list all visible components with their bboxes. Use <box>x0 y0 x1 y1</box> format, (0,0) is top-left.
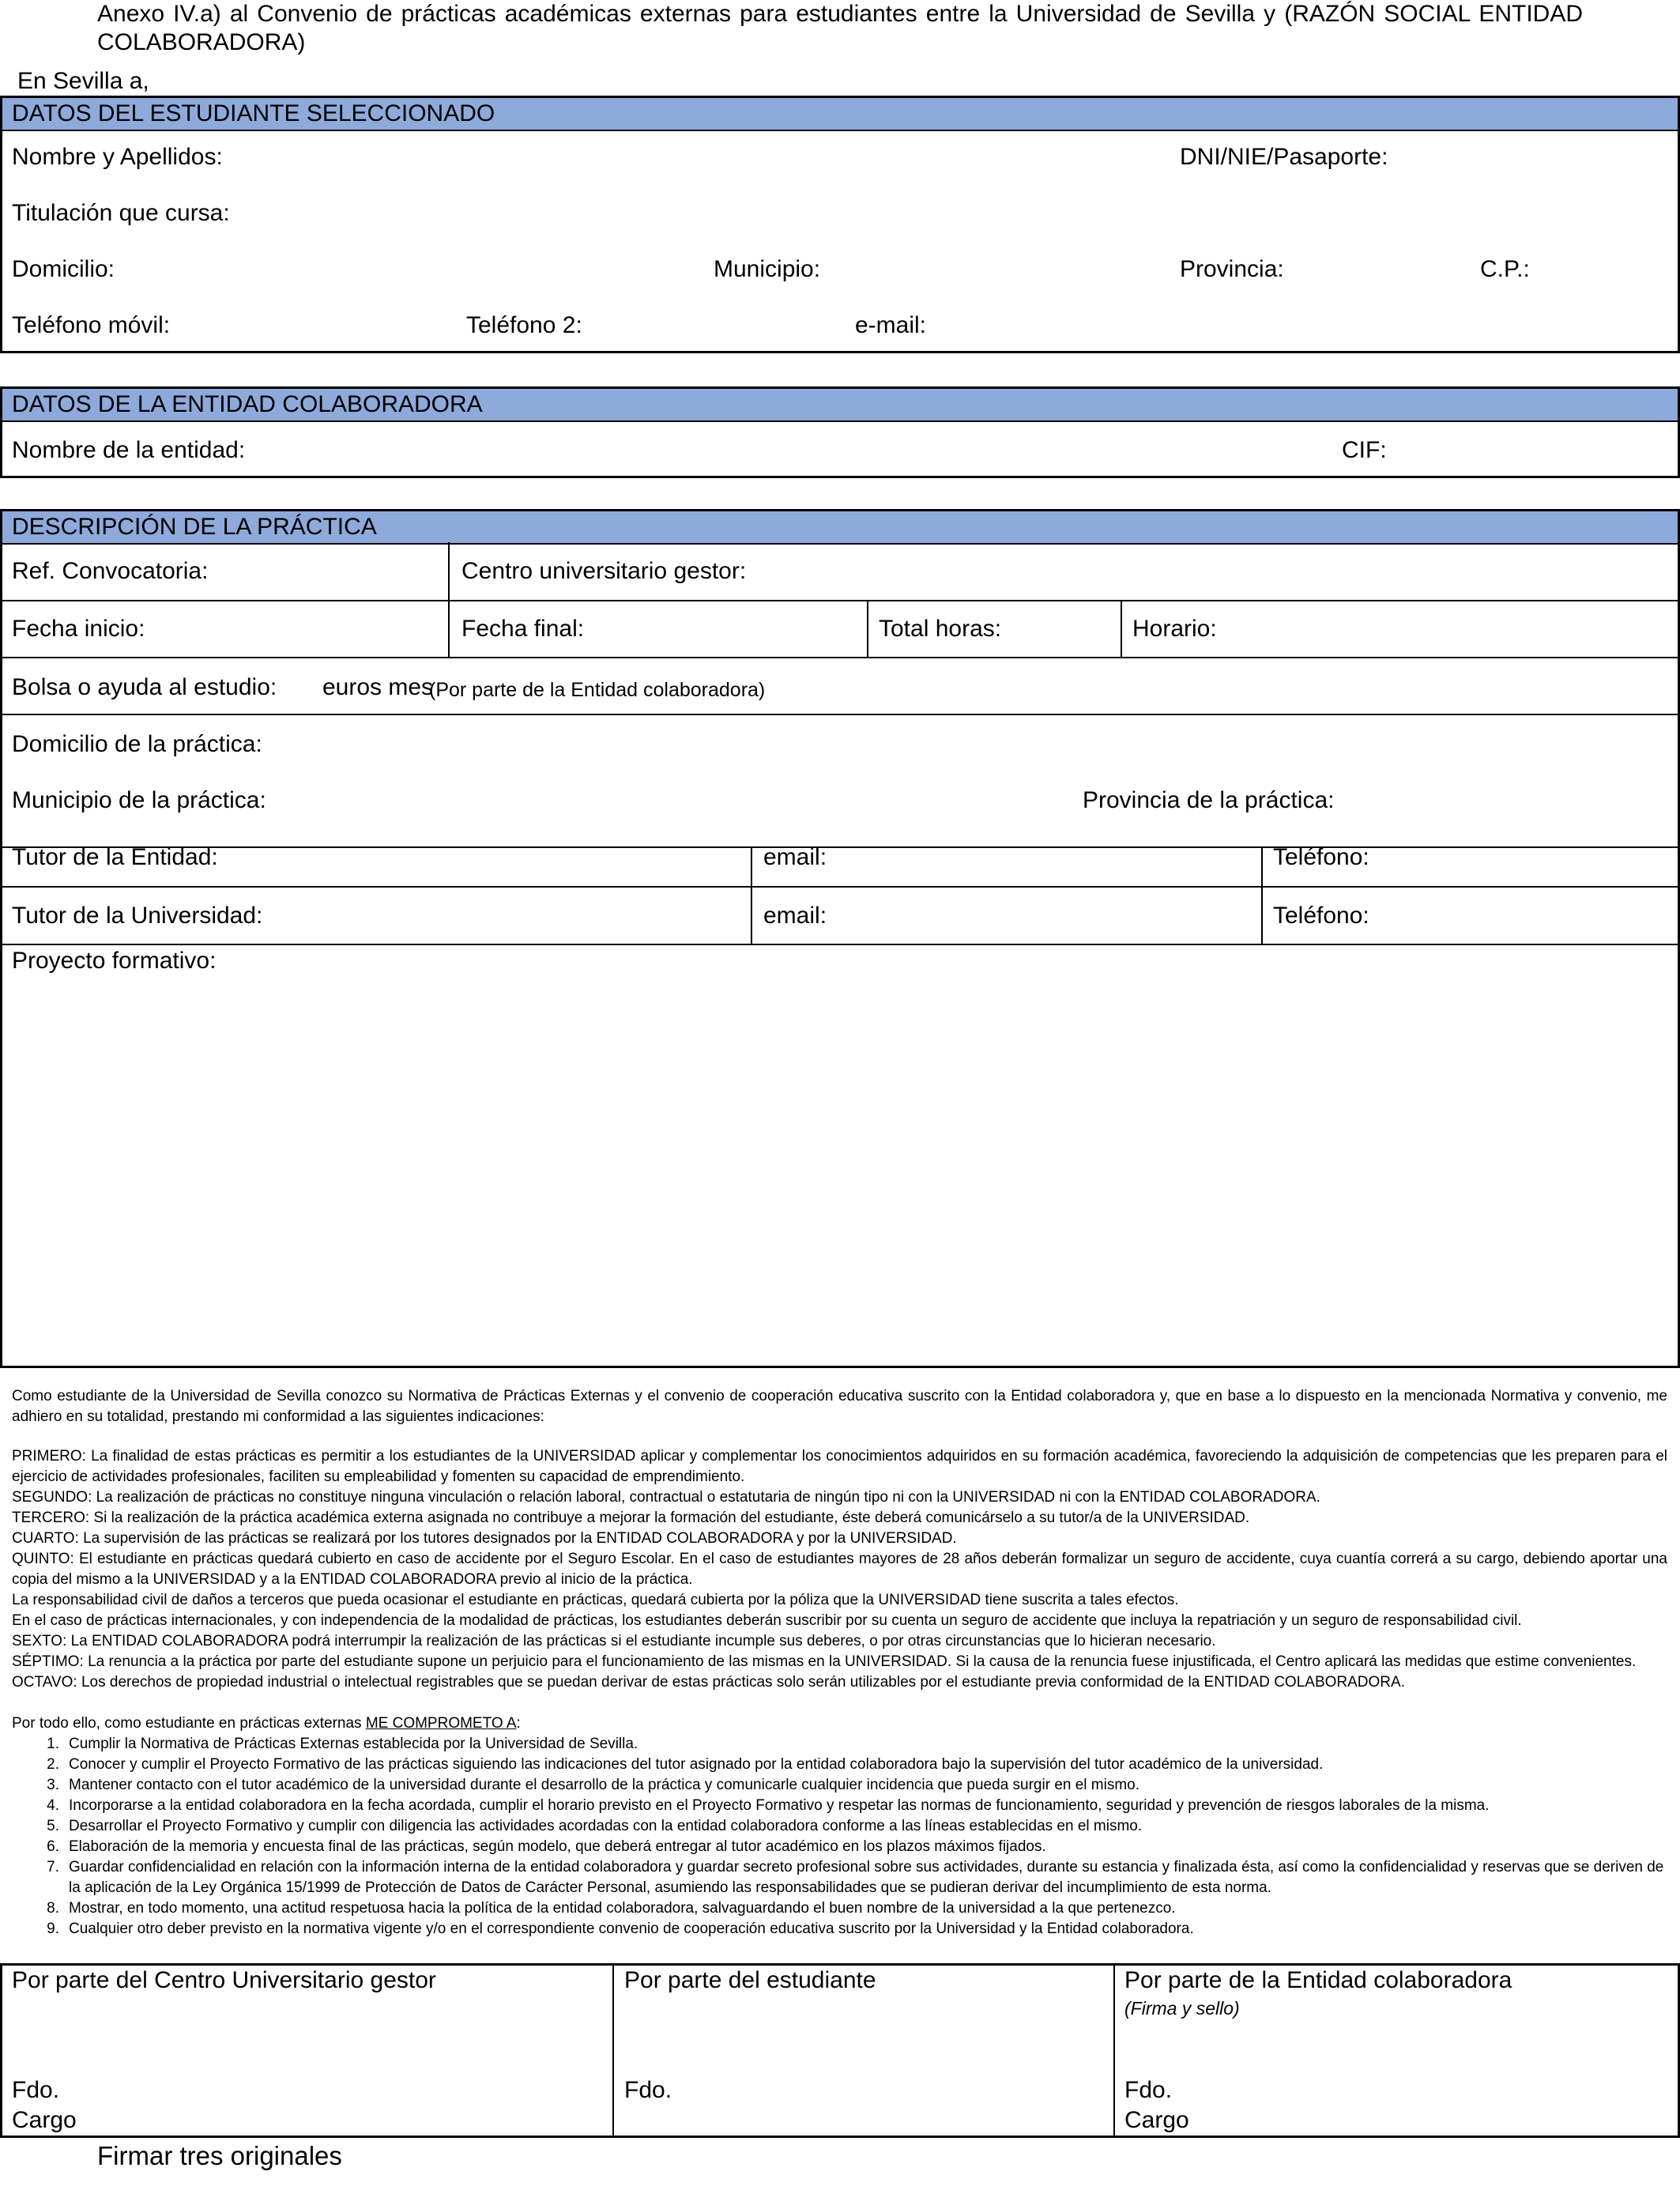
practice-hours-field[interactable]: Total horas: <box>879 616 1002 642</box>
clause: En el caso de prácticas internacionales, y con independencia de la modalidad de prácticas, los estudiantes deberán suscribir por su cuenta un seguro de accidente que incluya la repatriación y un seguro de responsabilidad civil. <box>12 1612 1522 1629</box>
item-text: Cumplir la Normativa de Prácticas Externas establecida por la Universidad de Sevilla. <box>69 1736 638 1752</box>
clause: OCTAVO: Los derechos de propiedad industrial o intelectual registrables que se puedan derivar de estas prácticas solo serán utilizables por el estudiante previa conformidad de la ENTIDAD COLABORADORA. <box>12 1674 1405 1691</box>
student-email-field[interactable]: e-mail: <box>855 312 927 338</box>
item-number: 8. <box>47 1900 59 1917</box>
commit-suffix: : <box>516 1715 521 1732</box>
practice-ref-field[interactable]: Ref. Convocatoria: <box>12 558 209 584</box>
item-number: 6. <box>47 1838 59 1855</box>
practice-grant-field[interactable]: Bolsa o ayuda al estudio: <box>12 674 277 700</box>
signature-center-cargo: Cargo <box>12 2107 77 2133</box>
item-text: Guardar confidencialidad en relación con la información interna de la entidad colaboradora y guardar secreto profesional sobre sus actividades, durante su estancia y finalizada ésta, así como la confidencialidad y reservas que se deriven de la aplicación de la Ley Orgánica 15/1999 de Protección de Datos de Carácter Personal, asumiendo las responsabilidades que se pudieran derivar del incumplimiento de esta norma. <box>69 1859 1664 1896</box>
entity-tutor-phone-field[interactable]: Teléfono: <box>1273 844 1369 870</box>
terms-intro: Como estudiante de la Universidad de Sevilla conozco su Normativa de Prácticas Externas y el convenio de cooperación educativa suscrito con la Entidad colaboradora y, que en base a lo dispuesto en la mencionada Normativa y convenio, me adhiero en su totalidad, prestando mi conformidad a las siguientes indicaciones: <box>12 1388 1667 1425</box>
uni-tutor-phone-field[interactable]: Teléfono: <box>1273 903 1369 929</box>
practice-section-title: DESCRIPCIÓN DE LA PRÁCTICA <box>2 511 1678 545</box>
student-degree-field[interactable]: Titulación que cursa: <box>12 200 230 226</box>
commit-prefix: Por todo ello, como estudiante en prácticas externas <box>12 1715 366 1732</box>
item-number: 9. <box>47 1921 59 1937</box>
clause: SEXTO: La ENTIDAD COLABORADORA podrá interrumpir la realización de las prácticas si el estudiante incumple sus deberes, o por otras circunstancias que lo hicieran necesario. <box>12 1633 1216 1649</box>
signature-student-area[interactable] <box>624 1992 1098 2071</box>
clause: La responsabilidad civil de daños a terceros que pueda ocasionar el estudiante en prácticas, quedará cubierta por la póliza que la UNIVERSIDAD tiene suscrita a tales efectos. <box>12 1592 1179 1608</box>
student-id-field[interactable]: DNI/NIE/Pasaporte: <box>1180 144 1388 170</box>
student-section <box>0 96 1680 353</box>
signature-center-area[interactable] <box>12 1992 597 2071</box>
clause: QUINTO: El estudiante en prácticas quedará cubierto en caso de accidente por el Seguro Escolar. En el caso de estudiantes mayores de 28 años deberán formalizar un seguro de accidente, cuya cuantía correrá a su cargo, debiendo aportar una copia del mismo a la UNIVERSIDAD y a la ENTIDAD COLABORADORA previo al inicio de la práctica. <box>12 1551 1667 1588</box>
entity-section-title: DATOS DE LA ENTIDAD COLABORADORA <box>2 389 1678 422</box>
practice-start-field[interactable]: Fecha inicio: <box>12 616 145 642</box>
clause: SÉPTIMO: La renuncia a la práctica por parte del estudiante supone un perjuicio para el funcionamiento de las mismas en la UNIVERSIDAD. Si la causa de la renuncia fuese injustificada, el Centro aplicará las medidas que estime convenientes. <box>12 1653 1637 1670</box>
item-text: Conocer y cumplir el Proyecto Formativo de las prácticas siguiendo las indicaciones del tutor asignado por la entidad colaboradora bajo la supervisión del tutor académico de la universidad. <box>69 1756 1324 1773</box>
item-text: Incorporarse a la entidad colaboradora en la fecha acordada, cumplir el horario previsto en el Proyecto Formativo y respetar las normas de funcionamiento, seguridad y prevención de riesgos laborales de la misma. <box>69 1797 1490 1814</box>
practice-schedule-field[interactable]: Horario: <box>1132 616 1217 642</box>
clause: SEGUNDO: La realización de prácticas no constituye ninguna vinculación o relación laboral, contractual o estatutaria de ningún tipo ni con la UNIVERSIDAD ni con la ENTIDAD COLABORADORA. <box>12 1489 1320 1506</box>
signature-entity-area[interactable] <box>1124 2023 1670 2071</box>
item-number: 4. <box>47 1797 59 1814</box>
student-phone2-field[interactable]: Teléfono 2: <box>466 312 582 338</box>
col-divider <box>448 542 450 657</box>
clause: CUARTO: La supervisión de las prácticas se realizará por los tutores designados por la ENTIDAD COLABORADORA y por la UNIVERSIDAD. <box>12 1530 957 1547</box>
student-mobile-field[interactable]: Teléfono móvil: <box>12 312 171 338</box>
row-divider <box>0 657 1680 658</box>
project-label: Proyecto formativo: <box>12 948 217 974</box>
project-textarea[interactable] <box>2 976 1678 1366</box>
student-postal-code-field[interactable]: C.P.: <box>1480 256 1530 282</box>
item-number: 2. <box>47 1756 59 1773</box>
signature-center-label: Por parte del Centro Universitario gestor <box>12 1967 436 1993</box>
entity-cif-field[interactable]: CIF: <box>1342 437 1387 463</box>
signature-student-label: Por parte del estudiante <box>624 1967 876 1993</box>
practice-address-field[interactable]: Domicilio de la práctica: <box>12 731 262 757</box>
col-divider <box>1121 600 1122 657</box>
practice-center-field[interactable]: Centro universitario gestor: <box>461 558 747 584</box>
row-divider <box>0 846 1680 848</box>
uni-tutor-field[interactable]: Tutor de la Universidad: <box>12 903 263 929</box>
row-divider <box>0 944 1680 945</box>
signature-student-fdo: Fdo. <box>624 2077 672 2103</box>
practice-end-field[interactable]: Fecha final: <box>461 616 585 642</box>
col-divider <box>867 600 868 657</box>
student-municipality-field[interactable]: Municipio: <box>714 256 821 282</box>
signature-entity-cargo: Cargo <box>1124 2107 1189 2133</box>
practice-municipality-field[interactable]: Municipio de la práctica: <box>12 787 266 813</box>
signature-entity-fdo: Fdo. <box>1124 2077 1173 2103</box>
signature-entity-note: (Firma y sello) <box>1124 1998 1240 2019</box>
col-divider <box>612 1963 614 2138</box>
row-divider <box>0 886 1680 888</box>
item-text: Mantener contacto con el tutor académico de la universidad durante el desarrollo de la práctica y comunicarle cualquier incidencia que pueda surgir en el mismo. <box>69 1777 1140 1793</box>
student-address-field[interactable]: Domicilio: <box>12 256 115 282</box>
item-number: 5. <box>47 1818 59 1834</box>
item-number: 3. <box>47 1777 59 1793</box>
entity-name-field[interactable]: Nombre de la entidad: <box>12 437 246 463</box>
col-divider <box>1261 846 1263 944</box>
clause: PRIMERO: La finalidad de estas prácticas es permitir a los estudiantes de la UNIVERSIDAD aplicar y complementar los conocimientos adquiridos en su formación académica, favoreciendo la adquisición de competencias que les preparen para el ejercicio de actividades profesionales, faciliten su empleabilidad y fomenten su capacidad de emprendimiento. <box>12 1448 1667 1485</box>
row-divider <box>0 600 1680 601</box>
signature-center-fdo: Fdo. <box>12 2077 60 2103</box>
col-divider <box>751 846 752 944</box>
student-section-title: DATOS DEL ESTUDIANTE SELECCIONADO <box>2 98 1678 131</box>
item-text: Mostrar, en todo momento, una actitud respetuosa hacia la política de la entidad colaboradora, salvaguardando el buen nombre de la universidad a la que pertenezco. <box>69 1900 1176 1917</box>
student-name-field[interactable]: Nombre y Apellidos: <box>12 144 223 170</box>
place-date: En Sevilla a, <box>17 68 149 94</box>
footer-note: Firmar tres originales <box>97 2141 342 2170</box>
clause: TERCERO: Si la realización de la práctica académica externa asignada no contribuye a mejorar la formación del estudiante, éste deberá comunicárselo a su tutor/a de la UNIVERSIDAD. <box>12 1510 1250 1526</box>
item-number: 7. <box>47 1859 59 1875</box>
signature-entity-label: Por parte de la Entidad colaboradora <box>1124 1967 1512 1993</box>
practice-province-field[interactable]: Provincia de la práctica: <box>1083 787 1335 813</box>
entity-tutor-field[interactable]: Tutor de la Entidad: <box>12 844 218 870</box>
entity-section <box>0 386 1680 478</box>
commit-heading <box>12 1713 1667 1734</box>
commit-emphasis: ME COMPROMETO A <box>365 1715 517 1732</box>
entity-tutor-email-field[interactable]: email: <box>763 844 827 870</box>
annex-title: Anexo IV.a) al Convenio de prácticas académicas externas para estudiantes entre la Universidad de Sevilla y (RAZÓN SOCIAL ENTIDAD COLABORADORA) <box>97 1 1583 55</box>
row-divider <box>0 714 1680 715</box>
practice-grant-note: (Por parte de la Entidad colaboradora) <box>429 679 766 701</box>
item-text: Cualquier otro deber previsto en la normativa vigente y/o en el correspondiente convenio de cooperación educativa suscrito por la Universidad y la Entidad colaboradora. <box>69 1921 1194 1937</box>
item-text: Desarrollar el Proyecto Formativo y cumplir con diligencia las actividades acordadas con la entidad colaboradora conforme a las líneas establecidas en el mismo. <box>69 1818 1143 1834</box>
col-divider <box>1113 1963 1115 2138</box>
uni-tutor-email-field[interactable]: email: <box>763 903 827 929</box>
item-number: 1. <box>47 1736 59 1752</box>
item-text: Elaboración de la memoria y encuesta final de las prácticas, según modelo, que deberá entregar al tutor académico en los plazos máximos fijados. <box>69 1838 1046 1855</box>
student-province-field[interactable]: Provincia: <box>1180 256 1284 282</box>
practice-grant-units: euros mes <box>322 674 434 700</box>
